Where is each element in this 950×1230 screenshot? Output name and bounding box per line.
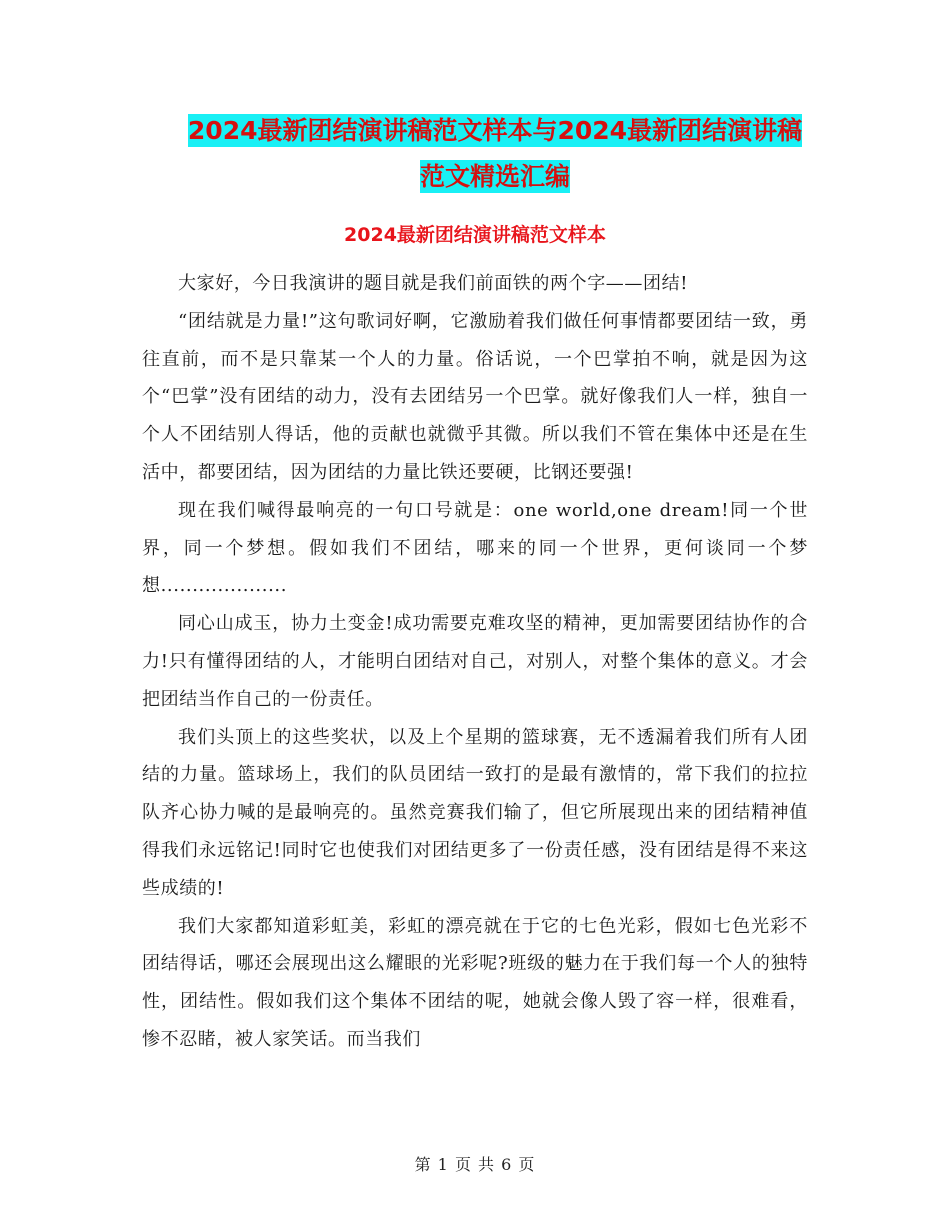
paragraph: 大家好，今日我演讲的题目就是我们前面铁的两个字——团结! bbox=[178, 273, 689, 294]
document-body bbox=[142, 265, 808, 1059]
section-title: 2024最新团结演讲稿范文样本 bbox=[344, 224, 606, 246]
paragraph: 我们头顶上的这些奖状，以及上个星期的篮球赛，无不透漏着我们所有人团结的力量。篮球场上，我们的队员团结一致打的是最有激情的，常下我们的拉拉队齐心协力喊的是最响亮的。虽然竞赛我们输了，但它所展现出来的团结精神值得我们永远铭记!同时它也使我们对团结更多了一份责任感，没有团结是得不来这些成绩的! bbox=[142, 726, 808, 899]
document-title-line-2: 范文精选汇编 bbox=[419, 162, 570, 191]
document-title-line-1: 2024最新团结演讲稿范文样本与2024最新团结演讲稿 bbox=[187, 116, 803, 145]
paragraph: “团结就是力量!”这句歌词好啊，它激励着我们做任何事情都要团结一致，勇往直前，而不是只靠某一个人的力量。俗话说，一个巴掌拍不响，就是因为这个“巴掌”没有团结的动力，没有去团结另一个巴掌。就好像我们人一样，独自一个人不团结别人得话，他的贡献也就微乎其微。所以我们不管在集体中还是在生活中，都要团结，因为团结的力量比铁还要硬，比钢还要强! bbox=[142, 310, 808, 483]
paragraph: 现在我们喊得最响亮的一句口号就是：one world,one dream!同一个世界，同一个梦想。假如我们不团结，哪来的同一个世界，更何谈同一个梦想.................... bbox=[142, 499, 808, 597]
document-title bbox=[150, 108, 840, 200]
page-footer: 第 1 页 共 6 页 bbox=[414, 1155, 536, 1174]
paragraph: 我们大家都知道彩虹美，彩虹的漂亮就在于它的七色光彩，假如七色光彩不团结得话，哪还会展现出这么耀眼的光彩呢?班级的魅力在于我们每一个人的独特性，团结性。假如我们这个集体不团结的呢，她就会像人毁了容一样，很难看，惨不忍睹，被人家笑话。而当我们 bbox=[142, 915, 808, 1050]
paragraph: 同心山成玉，协力土变金!成功需要克难攻坚的精神，更加需要团结协作的合力!只有懂得团结的人，才能明白团结对自己，对别人，对整个集体的意义。才会把团结当作自己的一份责任。 bbox=[142, 613, 808, 710]
